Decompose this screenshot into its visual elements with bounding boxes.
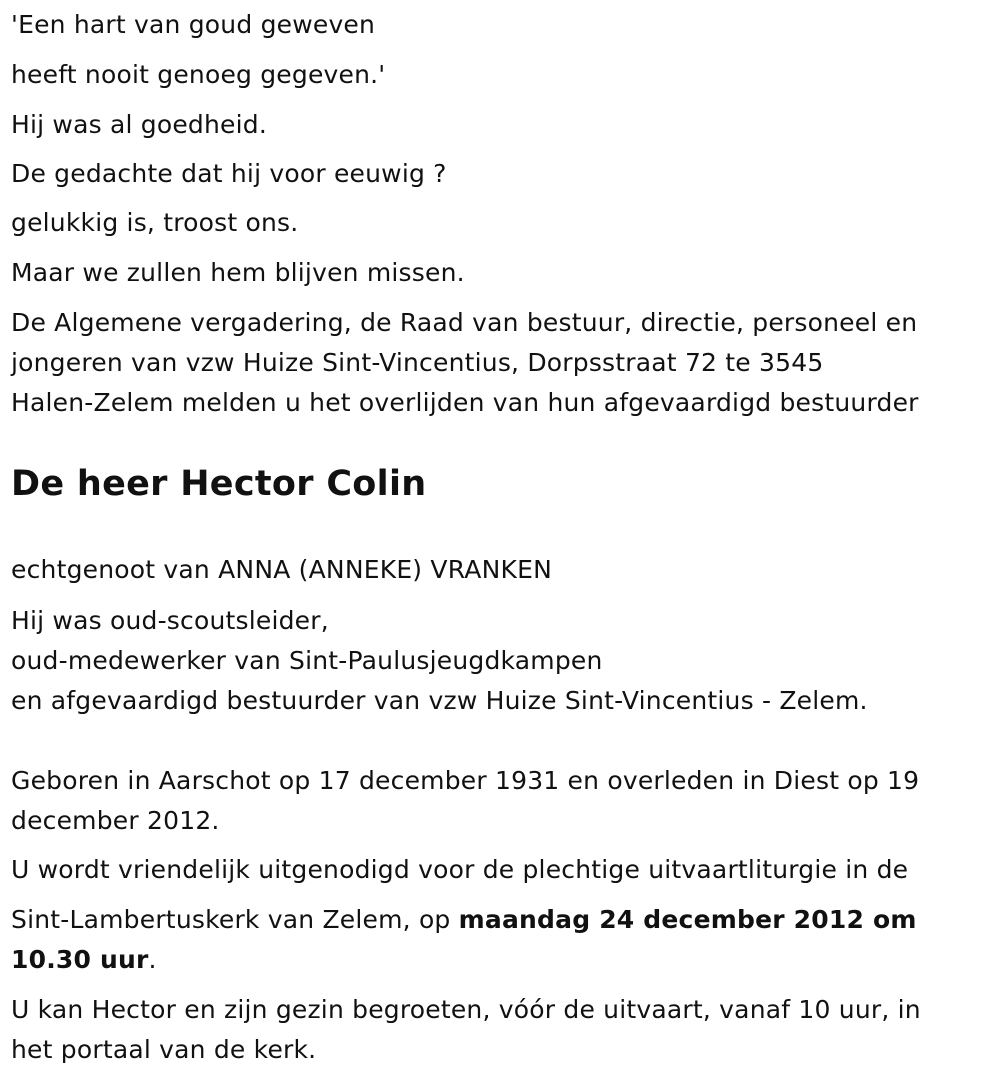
- announcement-line: Halen-Zelem melden u het overlijden van hun afgevaardigd bestuurder: [11, 388, 919, 417]
- funeral-time: 10.30 uur: [11, 945, 149, 974]
- poem-line: gelukkig is, troost ons.: [11, 208, 299, 237]
- announcement-line: jongeren van vzw Huize Sint-Vincentius, Dorpsstraat 72 te 3545: [11, 348, 824, 377]
- roles-line: Hij was oud-scoutsleider,: [11, 606, 329, 635]
- poem-line: De gedachte dat hij voor eeuwig ?: [11, 159, 447, 188]
- announcement-line: De Algemene vergadering, de Raad van bestuur, directie, personeel en: [11, 308, 918, 337]
- poem-line: 'Een hart van goud geweven: [11, 10, 376, 39]
- funeral-date-time: maandag 24 december 2012 om: [458, 905, 917, 934]
- poem-line: Hij was al goedheid.: [11, 110, 267, 139]
- visitation-line: het portaal van de kerk.: [11, 1035, 317, 1064]
- funeral-period: .: [148, 945, 157, 974]
- poem-line: heeft nooit genoeg gegeven.': [11, 60, 386, 89]
- birth-death-line: Geboren in Aarschot op 17 december 1931 en overleden in Diest op 19: [11, 766, 920, 795]
- funeral-line: [11, 905, 917, 935]
- visitation-line: U kan Hector en zijn gezin begroeten, vóór de uitvaart, vanaf 10 uur, in: [11, 995, 921, 1024]
- funeral-location: Sint-Lambertuskerk van Zelem, op: [11, 905, 459, 934]
- spouse-line: echtgenoot van ANNA (ANNEKE) VRANKEN: [11, 555, 552, 584]
- funeral-line: U wordt vriendelijk uitgenodigd voor de plechtige uitvaartliturgie in de: [11, 855, 909, 884]
- roles-line: oud-medewerker van Sint-Paulusjeugdkampen: [11, 646, 603, 675]
- poem-line: Maar we zullen hem blijven missen.: [11, 258, 465, 287]
- roles-line: en afgevaardigd bestuurder van vzw Huize Sint-Vincentius - Zelem.: [11, 686, 868, 715]
- deceased-name-heading: De heer Hector Colin: [11, 464, 427, 504]
- funeral-line: [11, 945, 157, 975]
- birth-death-line: december 2012.: [11, 806, 220, 835]
